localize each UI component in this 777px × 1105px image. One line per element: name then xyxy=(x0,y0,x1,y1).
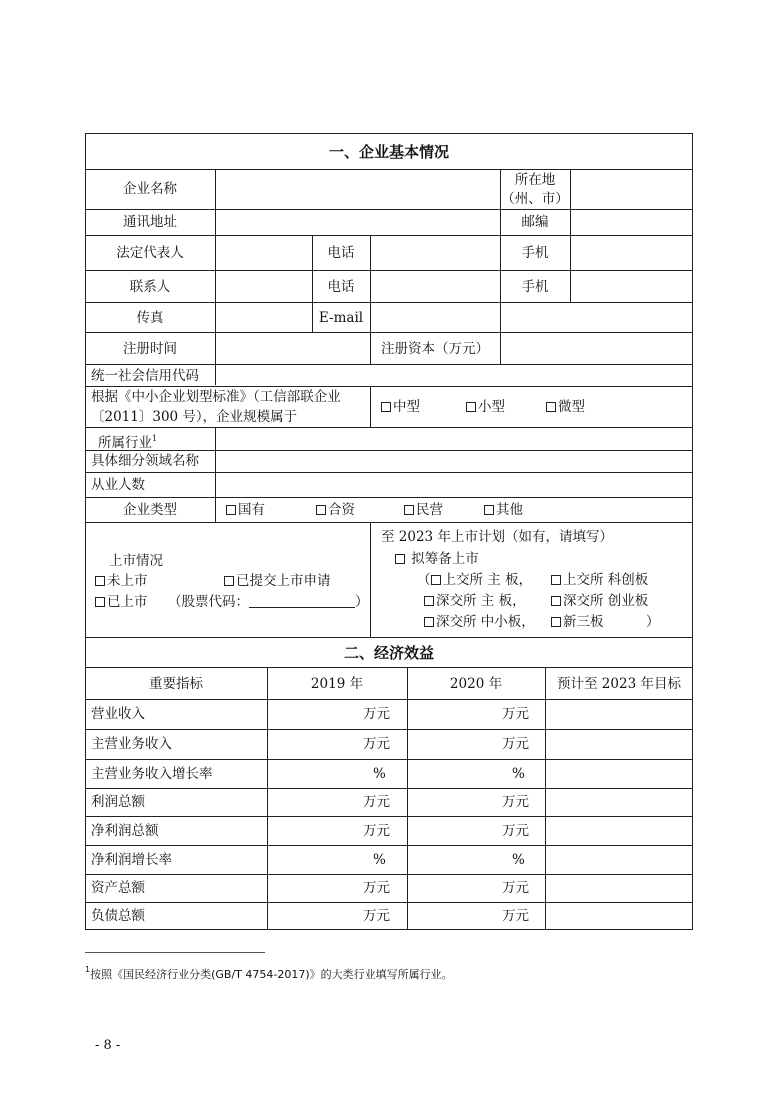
legal-rep-label: 法定代表人 xyxy=(116,245,184,261)
plan-option-sse-star[interactable]: 上交所 科创板 xyxy=(551,572,648,588)
section1-title: 一、企业基本情况 xyxy=(328,143,449,161)
size-option-small[interactable]: 小型 xyxy=(466,399,505,415)
size-standard-line1: 根据《中小企业划型标准》（工信部联企业 xyxy=(91,389,341,405)
unit-2020: % xyxy=(512,766,525,782)
row-line xyxy=(85,302,693,303)
checkbox-icon[interactable] xyxy=(404,505,414,515)
email-label: E-mail xyxy=(318,310,364,326)
unit-2020: % xyxy=(512,852,525,868)
header-2019: 2019 年 xyxy=(310,676,364,692)
row-line xyxy=(85,386,693,387)
row-line xyxy=(85,816,693,817)
unit-2020: 万元 xyxy=(502,706,529,722)
unit-2019: % xyxy=(373,766,386,782)
mobile-label-2: 手机 xyxy=(521,279,549,295)
footnote-marker: 1 xyxy=(85,965,91,974)
header-2023-target: 预计至 2023 年目标 xyxy=(557,676,681,692)
row-line xyxy=(85,788,693,789)
row-line xyxy=(85,874,693,875)
row-line xyxy=(85,699,693,700)
unit-2019: % xyxy=(373,852,386,868)
checkbox-icon[interactable] xyxy=(224,576,234,586)
col-line xyxy=(215,169,216,385)
row-line xyxy=(85,209,693,210)
footnote: $^1$按照《国民经济行业分类(GB/T 4754-2017)》的大类行业填写所属行业。 xyxy=(85,965,453,981)
header-2020: 2020 年 xyxy=(449,676,503,692)
unit-2019: 万元 xyxy=(363,908,390,924)
unit-2019: 万元 xyxy=(363,794,390,810)
row-line xyxy=(85,497,693,498)
unit-2019: 万元 xyxy=(363,736,390,752)
col-line xyxy=(267,667,268,930)
reg-capital-label: 注册资本（万元） xyxy=(381,341,489,357)
plan-option-szse-sme[interactable]: 深交所 中小板， xyxy=(424,614,535,630)
phone-label: 电话 xyxy=(327,245,355,261)
address-label: 通讯地址 xyxy=(123,214,177,230)
checkbox-icon[interactable] xyxy=(551,596,561,606)
fax-label: 传真 xyxy=(136,310,164,326)
row-line xyxy=(85,522,693,523)
col-line xyxy=(215,427,216,522)
checkbox-icon[interactable] xyxy=(551,575,561,585)
checkbox-icon[interactable] xyxy=(424,596,434,606)
plan-option-sse-main[interactable]: （ 上交所 主 板， xyxy=(417,572,533,588)
stock-code-blank[interactable] xyxy=(249,595,355,608)
credit-code-label: 统一社会信用代码 xyxy=(91,368,199,384)
col-line xyxy=(570,235,571,302)
unit-2020: 万元 xyxy=(502,736,529,752)
row-label: 资产总额 xyxy=(91,880,145,896)
size-option-micro[interactable]: 微型 xyxy=(546,399,585,415)
row-line xyxy=(85,759,693,760)
checkbox-icon[interactable] xyxy=(546,402,556,412)
listing-option-submitted[interactable]: 已提交上市申请 xyxy=(224,573,331,589)
row-line xyxy=(85,332,693,333)
footnote-rule xyxy=(85,952,265,953)
type-option-joint[interactable]: 合资 xyxy=(316,502,355,518)
checkbox-icon[interactable] xyxy=(226,505,236,515)
plan-option-szse-main[interactable]: 深交所 主 板， xyxy=(424,593,526,609)
unit-2020: 万元 xyxy=(502,794,529,810)
contact-label: 联系人 xyxy=(129,279,171,295)
col-line xyxy=(545,667,546,930)
plan-option-szse-gem[interactable]: 深交所 创业板 xyxy=(551,593,648,609)
plan-prepare-option[interactable]: 拟筹备上市 xyxy=(395,551,479,567)
checkbox-icon[interactable] xyxy=(484,505,494,515)
postcode-label: 邮编 xyxy=(521,214,549,230)
checkbox-icon[interactable] xyxy=(431,575,441,585)
row-label: 净利润总额 xyxy=(91,823,159,839)
size-standard-line2: 〔2011〕300 号），企业规模属于 xyxy=(91,409,298,425)
checkbox-icon[interactable] xyxy=(551,617,561,627)
type-option-other[interactable]: 其他 xyxy=(484,502,523,518)
row-line xyxy=(85,729,693,730)
footnote-marker: 1 xyxy=(152,434,158,443)
type-option-private[interactable]: 民营 xyxy=(404,502,443,518)
row-line xyxy=(85,902,693,903)
listing-option-not-listed[interactable]: 未上市 xyxy=(95,573,148,589)
row-label: 营业收入 xyxy=(91,706,145,722)
checkbox-icon[interactable] xyxy=(95,597,105,607)
col-line xyxy=(370,522,371,637)
company-name-label: 企业名称 xyxy=(123,181,177,197)
industry-label: 所属行业$^1$ xyxy=(98,434,158,451)
mobile-label: 手机 xyxy=(521,245,549,261)
employees-label: 从业人数 xyxy=(91,477,145,493)
checkbox-icon[interactable] xyxy=(466,402,476,412)
col-line xyxy=(570,169,571,235)
row-line xyxy=(85,450,693,451)
row-label: 主营业务收入增长率 xyxy=(91,766,213,782)
ent-type-label: 企业类型 xyxy=(123,502,177,518)
checkbox-icon[interactable] xyxy=(381,402,391,412)
unit-2020: 万元 xyxy=(502,823,529,839)
location-label-line1: 所在地 xyxy=(514,172,556,188)
row-label: 主营业务收入 xyxy=(91,736,172,752)
unit-2019: 万元 xyxy=(363,880,390,896)
phone-label-2: 电话 xyxy=(327,279,355,295)
subfield-label: 具体细分领域名称 xyxy=(91,453,199,469)
row-line xyxy=(85,235,693,236)
row-line xyxy=(85,270,693,271)
checkbox-icon[interactable] xyxy=(395,554,405,564)
row-line xyxy=(85,364,693,365)
checkbox-icon[interactable] xyxy=(424,617,434,627)
location-label-line2: （州、市） xyxy=(501,191,569,207)
row-line xyxy=(85,427,693,428)
page-number: - 8 - xyxy=(95,1038,121,1053)
type-option-state[interactable]: 国有 xyxy=(226,502,265,518)
listing-plan-title: 至 2023 年上市计划（如有，请填写） xyxy=(381,529,613,545)
unit-2020: 万元 xyxy=(502,880,529,896)
row-line xyxy=(85,169,693,170)
checkbox-icon[interactable] xyxy=(316,505,326,515)
checkbox-icon[interactable] xyxy=(95,576,105,586)
row-label: 负债总额 xyxy=(91,908,145,924)
header-indicator: 重要指标 xyxy=(149,676,203,692)
row-line xyxy=(85,637,693,638)
listing-status-label: 上市情况 xyxy=(109,553,163,569)
size-option-medium[interactable]: 中型 xyxy=(381,399,420,415)
row-label: 净利润增长率 xyxy=(91,852,172,868)
row-line xyxy=(85,472,693,473)
unit-2019: 万元 xyxy=(363,823,390,839)
stock-code-field[interactable]: （股票代码： ） xyxy=(168,594,369,610)
reg-time-label: 注册时间 xyxy=(123,341,177,357)
plan-option-neeq[interactable]: 新三板 xyxy=(551,614,604,630)
plan-close-paren: ） xyxy=(646,614,660,630)
unit-2020: 万元 xyxy=(502,908,529,924)
col-line xyxy=(407,667,408,930)
section2-title: 二、经济效益 xyxy=(343,644,434,662)
unit-2019: 万元 xyxy=(363,706,390,722)
row-line xyxy=(85,667,693,668)
row-line xyxy=(85,845,693,846)
row-label: 利润总额 xyxy=(91,794,145,810)
col-line xyxy=(370,386,371,427)
listing-option-listed[interactable]: 已上市 xyxy=(95,594,148,610)
